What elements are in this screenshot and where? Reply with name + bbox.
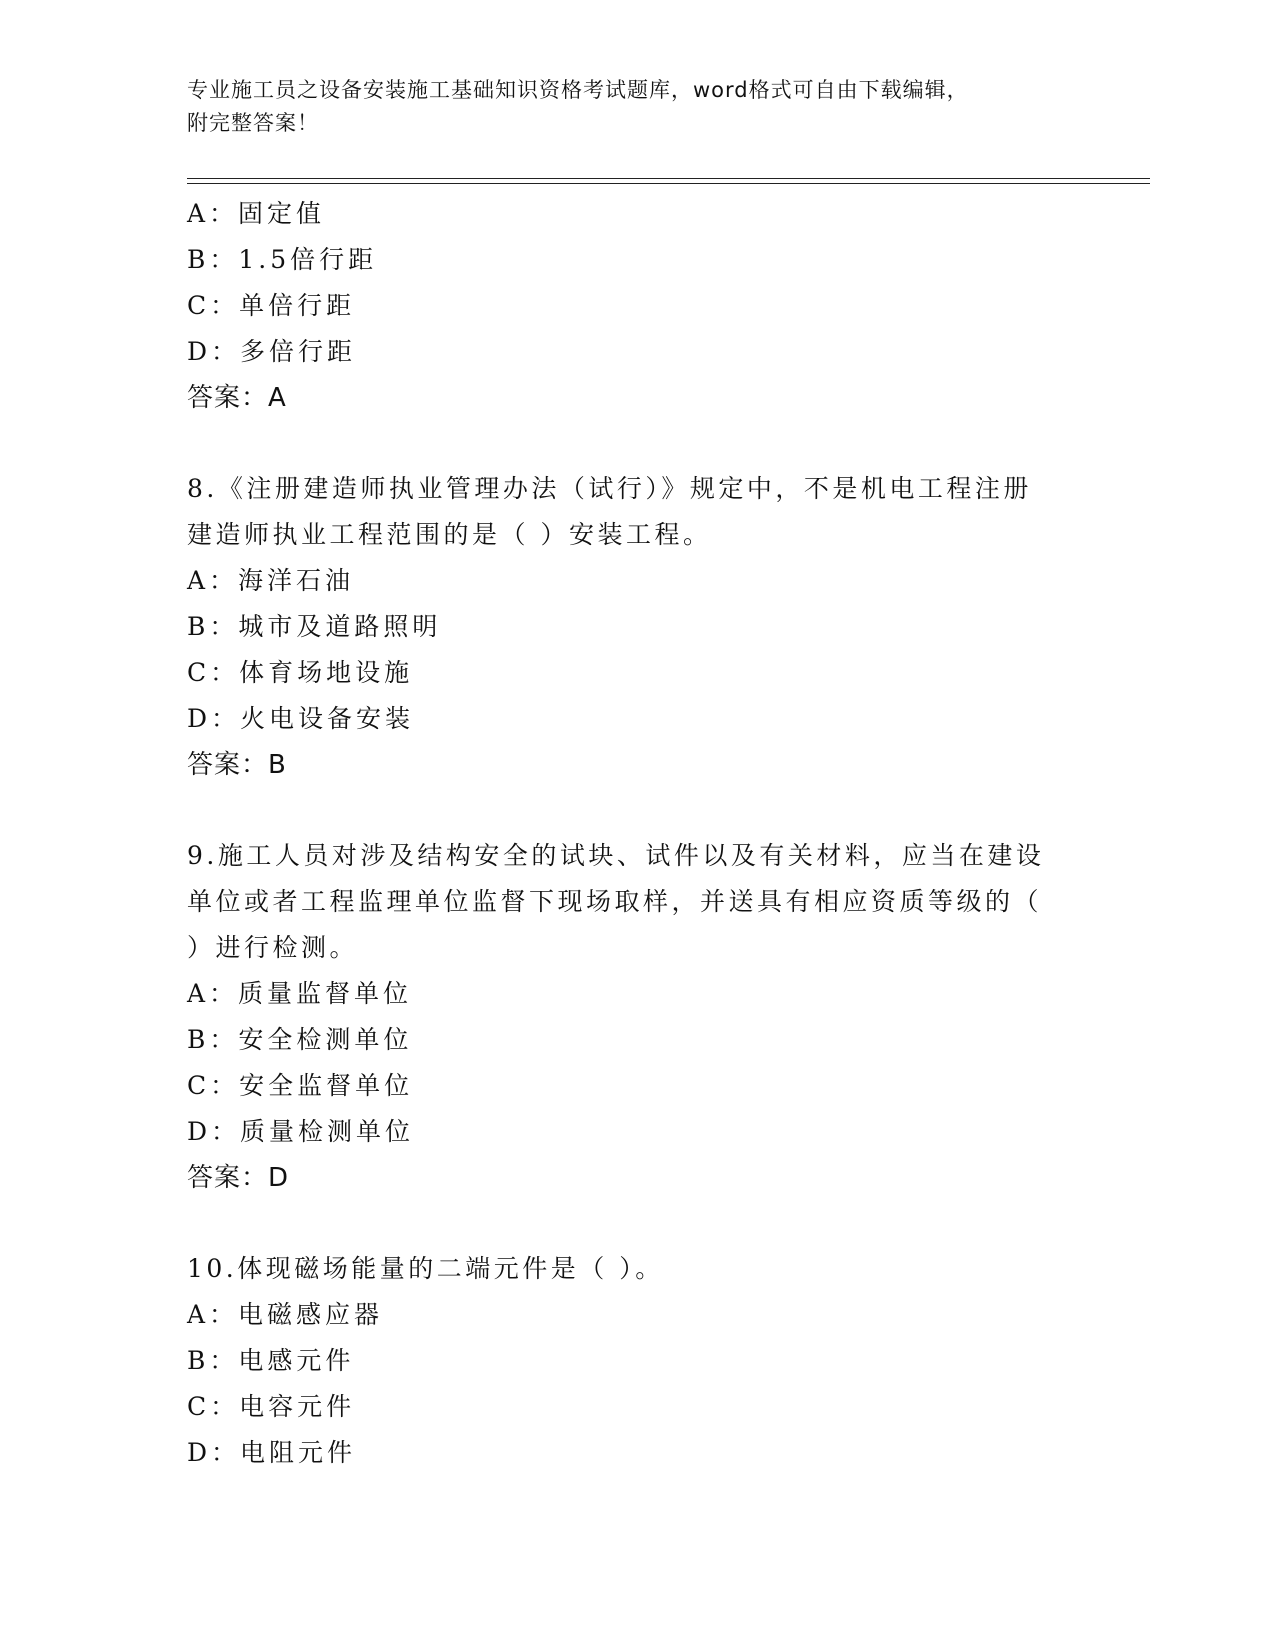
option-b: B：安全检测单位 — [187, 1025, 413, 1054]
question-7 — [187, 191, 1087, 421]
header-divider-bottom — [187, 183, 1150, 184]
option-d: D：多倍行距 — [187, 337, 357, 366]
question-text-line: ）进行检测。 — [187, 933, 359, 962]
question-text-line: 单位或者工程监理单位监督下现场取样，并送具有相应资质等级的（ — [187, 887, 1043, 916]
option-a: A：电磁感应器 — [187, 1300, 384, 1329]
option-a: A：质量监督单位 — [187, 979, 413, 1008]
question-text-line: 10.体现磁场能量的二端元件是（ ）。 — [187, 1254, 664, 1283]
option-c: C：体育场地设施 — [187, 658, 414, 687]
option-d: D：电阻元件 — [187, 1438, 357, 1467]
option-a: A：固定值 — [187, 199, 326, 228]
question-list — [187, 191, 1087, 1476]
question-10 — [187, 1246, 1087, 1476]
question-text-line: 8.《注册建造师执业管理办法（试行）》规定中，不是机电工程注册 — [187, 474, 1032, 503]
answer: 答案：A — [187, 383, 287, 413]
header-divider-top — [187, 178, 1150, 179]
answer: 答案：D — [187, 1163, 290, 1193]
question-text-line: 建造师执业工程范围的是（ ）安装工程。 — [187, 520, 712, 549]
question-8 — [187, 466, 1087, 788]
answer: 答案：B — [187, 750, 287, 780]
header-line-2: 附完整答案！ — [187, 111, 319, 135]
document-header — [187, 74, 1087, 140]
header-line-1: 专业施工员之设备安装施工基础知识资格考试题库，word格式可自由下载编辑， — [187, 78, 969, 102]
option-c: C：电容元件 — [187, 1392, 356, 1421]
question-9 — [187, 833, 1087, 1201]
option-b: B：城市及道路照明 — [187, 612, 442, 641]
option-c: C：单倍行距 — [187, 291, 356, 320]
option-d: D：质量检测单位 — [187, 1117, 415, 1146]
option-b: B：1.5倍行距 — [187, 245, 378, 274]
option-b: B：电感元件 — [187, 1346, 355, 1375]
option-a: A：海洋石油 — [187, 566, 355, 595]
question-text-line: 9.施工人员对涉及结构安全的试块、试件以及有关材料，应当在建设 — [187, 841, 1045, 870]
option-c: C：安全监督单位 — [187, 1071, 414, 1100]
option-d: D：火电设备安装 — [187, 704, 415, 733]
